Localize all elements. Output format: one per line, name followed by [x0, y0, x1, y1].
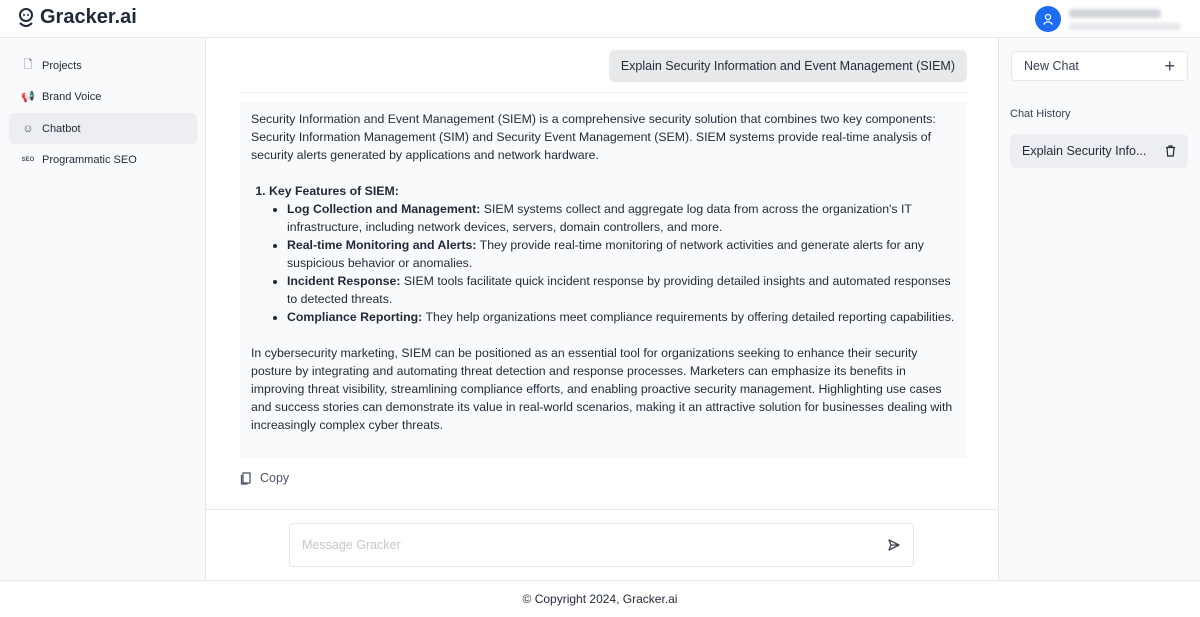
plus-icon: +: [1164, 55, 1175, 76]
top-bar: [0, 0, 1200, 38]
sidebar-item-projects[interactable]: 🗋 Projects: [9, 50, 197, 81]
chat-history-label: Chat History: [1010, 108, 1071, 120]
logo-icon: [18, 7, 34, 29]
feature-list: 1. Key Features of SIEM: • Log Collection and Management: SIEM systems collect and aggregate log data from across the organization's IT infrastructure, including network devices, servers, domain controllers, and more. • Real-time Monitoring and Alerts: They provide real-time monitoring of network activities and generate alerts for any suspicious behavior or anomalies. • Incident Response: SIEM tools facilitate quick incident response by providing detailed insights and automated responses to detected threats. • Compliance Reporting: They help organizations meet compliance requirements by offering detailed reporting capabilities.: [269, 182, 956, 326]
file-icon: 🗋: [23, 59, 33, 71]
megaphone-icon: 📢: [21, 91, 35, 103]
history-item[interactable]: Explain Security Info...: [1010, 134, 1188, 168]
answer-intro: Security Information and Event Management (SIEM) is a comprehensive security solution that combines two key components: Security Information Management (SIM) and Security Event Management (SEM). SIEM systems provide real-time analysis of security alerts generated by applications and network hardware.: [251, 112, 936, 162]
sidebar-item-brand-voice[interactable]: 📢 Brand Voice: [21, 90, 102, 103]
list-item: • Real-time Monitoring and Alerts: They provide real-time monitoring of network activities and generate alerts for any suspicious behavior or anomalies.: [287, 236, 956, 272]
new-chat-button[interactable]: New Chat +: [1011, 51, 1188, 81]
trash-icon[interactable]: [1165, 145, 1176, 157]
copy-button[interactable]: Copy: [240, 471, 289, 485]
composer: [206, 509, 998, 580]
user-menu[interactable]: [1035, 6, 1181, 32]
user-details-blurred: [1069, 9, 1181, 30]
left-sidebar: [0, 38, 206, 580]
chat-icon: ☺: [22, 122, 34, 135]
sidebar-item-chatbot[interactable]: ☺ Chatbot: [9, 113, 197, 144]
copy-icon: [240, 472, 252, 485]
answer-conclusion: In cybersecurity marketing, SIEM can be positioned as an essential tool for organizations seeking to enhance their security posture by integrating and automating threat detection and response processes. Marketers can emphasize its benefits in improving threat visibility, streamlining compliance efforts, and enabling proactive security management. Highlighting use cases and success stories can demonstrate its value in real-world scenarios, making it an attractive solution for businesses dealing with increasingly complex cyber threats.: [251, 346, 953, 432]
message-box: [289, 523, 914, 567]
divider: [240, 92, 967, 93]
avatar[interactable]: [1035, 6, 1061, 32]
list-item: • Compliance Reporting: They help organizations meet compliance requirements by offering detailed reporting capabilities.: [287, 308, 956, 326]
sidebar-item-programmatic-seo[interactable]: SEO Programmatic SEO: [21, 153, 137, 166]
send-icon[interactable]: [887, 538, 901, 552]
footer: © Copyright 2024, Gracker.ai: [0, 580, 1200, 617]
user-icon: [1042, 13, 1054, 25]
user-message: Explain Security Information and Event Management (SIEM): [609, 50, 967, 82]
list-item: • Log Collection and Management: SIEM systems collect and aggregate log data from across the organization's IT infrastructure, including network devices, servers, domain controllers, and more.: [287, 200, 956, 236]
assistant-message: [240, 102, 967, 458]
chat-area: [206, 38, 998, 580]
message-input[interactable]: [302, 538, 887, 552]
list-item: • Incident Response: SIEM tools facilitate quick incident response by providing detailed insights and automated responses to detected threats.: [287, 272, 956, 308]
chat-history-panel: [998, 38, 1200, 580]
seo-icon: SEO: [21, 156, 35, 163]
logo[interactable]: [18, 6, 137, 29]
brand-name: Gracker.ai: [40, 6, 137, 28]
